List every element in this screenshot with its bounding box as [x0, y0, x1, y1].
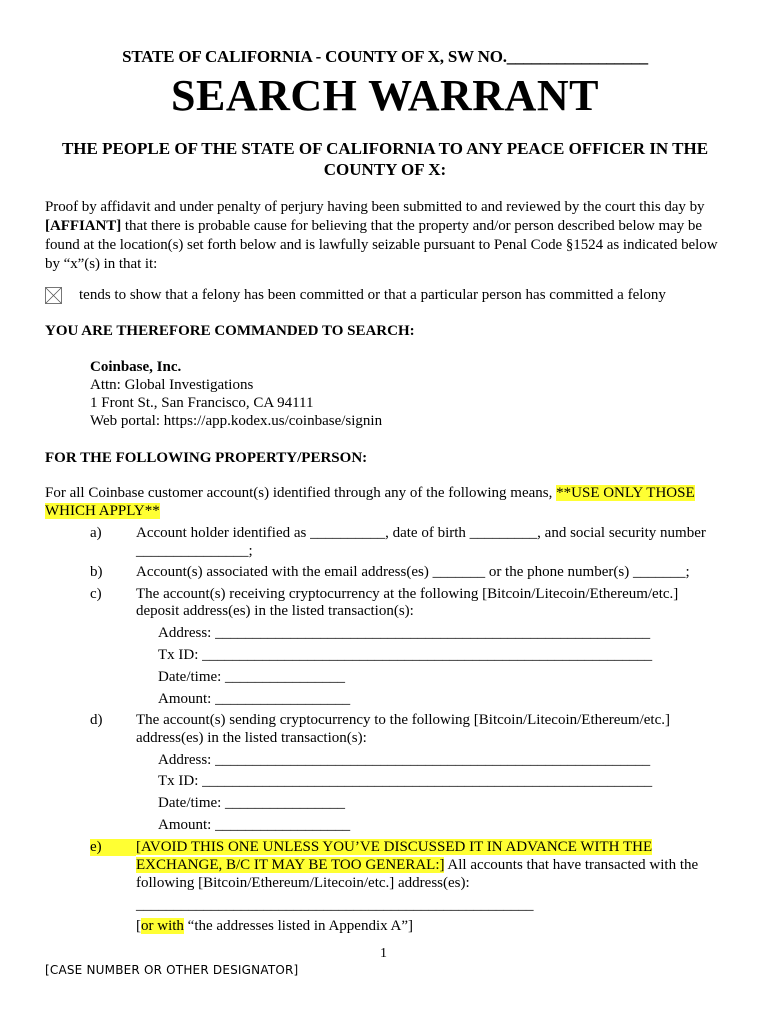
item-c-line1: The account(s) receiving cryptocurrency at the following [Bitcoin/Litecoin/Ethereum/etc.]: [136, 586, 679, 602]
or-with-highlight: or with: [141, 918, 184, 934]
item-d-amount: Amount: __________________: [158, 817, 351, 833]
item-d-letter: d): [90, 712, 103, 728]
checkbox-label: tends to show that a felony has been committed or that a particular person has committed a felony: [79, 287, 666, 303]
item-d-address: Address: __________________________________________________________: [158, 752, 651, 768]
property-intro: [45, 485, 695, 502]
proof-rest: that there is probable cause for believing that the property and/or person described below may be found at the location(s) set forth below and is lawfully seizable pursuant to Penal Code §1524 as indicated below by “x”(s) in that it:: [45, 218, 718, 272]
item-c-amount: Amount: __________________: [158, 691, 351, 707]
company-name: Coinbase, Inc.: [90, 359, 182, 375]
street-address: 1 Front St., San Francisco, CA 94111: [90, 395, 314, 411]
which-apply-highlight: WHICH APPLY**: [45, 503, 160, 519]
people-address-line: THE PEOPLE OF THE STATE OF CALIFORNIA TO ANY PEACE OFFICER IN THE COUNTY OF X:: [61, 139, 709, 179]
item-b-letter: b): [90, 564, 103, 580]
item-e-rest: All accounts that have transacted with the: [444, 857, 699, 873]
item-c-datetime: Date/time: ________________: [158, 669, 346, 685]
item-c-letter: c): [90, 586, 102, 602]
use-only-highlight: **USE ONLY THOSE: [556, 485, 695, 501]
case-designator: [CASE NUMBER OR OTHER DESIGNATOR]: [45, 963, 299, 977]
item-b-line1: Account(s) associated with the email address(es) _______ or the phone number(s) _______;: [136, 564, 690, 580]
item-d-txid: Tx ID: ____________________________________________________________: [158, 773, 653, 789]
felony-checkbox[interactable]: [45, 287, 62, 304]
item-e-letter: e): [90, 839, 136, 856]
appendix-rest: “the addresses listed in Appendix A”]: [183, 918, 414, 934]
item-a-line1: Account holder identified as __________, date of birth _________, and social security number: [136, 525, 706, 541]
attn-line: Attn: Global Investigations: [90, 377, 254, 393]
item-c-address: Address: __________________________________________________________: [158, 625, 651, 641]
proof-paragraph: [45, 198, 725, 274]
avoid-warning-highlight-1: [AVOID THIS ONE UNLESS YOU’VE DISCUSSED IT IN ADVANCE WITH THE: [136, 839, 653, 855]
item-d-line2: address(es) in the listed transaction(s):: [136, 730, 367, 746]
item-a-letter: a): [90, 525, 102, 541]
property-intro-line2: [45, 503, 160, 520]
item-a-line2: _______________;: [136, 543, 253, 559]
item-c-line2: deposit address(es) in the listed transaction(s):: [136, 603, 414, 619]
case-number-line: STATE OF CALIFORNIA - COUNTY OF X, SW NO._________________: [122, 47, 648, 66]
item-e-blank: _____________________________________________________: [136, 897, 534, 913]
item-d-datetime: Date/time: ________________: [158, 795, 346, 811]
affiant-placeholder: [AFFIANT]: [45, 218, 122, 234]
item-d-line1: The account(s) sending cryptocurrency to the following [Bitcoin/Litecoin/Ethereum/etc.]: [136, 712, 670, 728]
command-heading: YOU ARE THEREFORE COMMANDED TO SEARCH:: [45, 323, 415, 339]
property-heading: FOR THE FOLLOWING PROPERTY/PERSON:: [45, 450, 368, 466]
document-title: SEARCH WARRANT: [171, 71, 599, 120]
item-c-txid: Tx ID: ____________________________________________________________: [158, 647, 653, 663]
item-e-line1: [136, 839, 652, 856]
page-number: 1: [380, 946, 387, 961]
web-portal: Web portal: https://app.kodex.us/coinbase/signin: [90, 413, 383, 429]
item-e-line3: following [Bitcoin/Ethereum/Litecoin/etc.] address(es):: [136, 875, 470, 891]
appendix-line: [136, 918, 413, 935]
avoid-warning-highlight-2: EXCHANGE, B/C IT MAY BE TOO GENERAL:]: [136, 857, 445, 873]
item-e-line2: [136, 857, 698, 874]
property-intro-text: For all Coinbase customer account(s) identified through any of the following means,: [45, 485, 557, 501]
appendix-open: [: [136, 918, 141, 934]
proof-intro: Proof by affidavit and under penalty of perjury having been submitted to and reviewed by the court this day by: [45, 199, 705, 215]
